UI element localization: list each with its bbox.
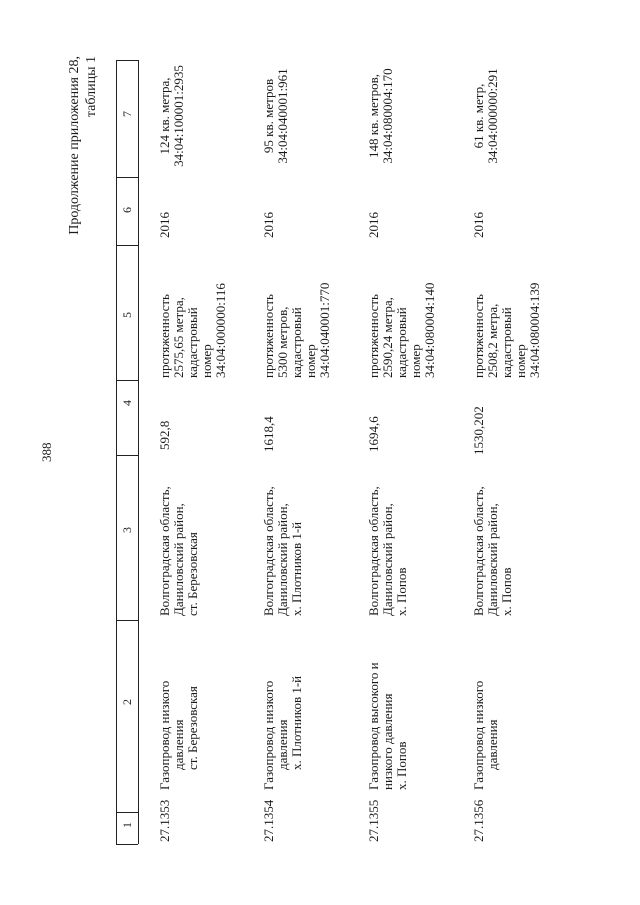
table-rule-sep <box>116 812 138 813</box>
object-address: Волгоградская область, Даниловский район, ст. Березовская <box>157 486 200 616</box>
object-area: 95 кв. метров 34:04:040001:961 <box>261 68 290 164</box>
col-number-6: 6 <box>120 207 134 213</box>
row-number: 27.1353 <box>157 799 172 842</box>
object-name: Газопровод низкого давления ст. Березовская <box>157 680 200 790</box>
table-rule-sep <box>116 380 138 381</box>
object-year: 2016 <box>157 212 172 238</box>
table-rule-sep <box>116 245 138 246</box>
object-characteristics: протяженность 2508,2 метра, кадастровый номер 34:04:080004:139 <box>471 282 542 378</box>
page-number: 388 <box>39 442 54 462</box>
header-line-1: Продолжение приложения 28, <box>67 56 82 235</box>
table-rule-sep <box>116 455 138 456</box>
continuation-header <box>66 56 100 256</box>
object-year: 2016 <box>366 212 381 238</box>
object-name: Газопровод высокого и низкого давления х. Попов <box>366 662 409 790</box>
object-value: 1694,6 <box>366 416 381 452</box>
col-number-7: 7 <box>120 111 134 117</box>
object-area: 61 кв. метр, 34:04:000000:291 <box>471 68 500 164</box>
object-characteristics: протяженность 2575,65 метра, кадастровый номер 34:04:000000:116 <box>157 283 228 378</box>
object-name: Газопровод низкого давления х. Плотников 1-й <box>261 675 304 790</box>
row-number: 27.1355 <box>366 799 381 842</box>
col-number-5: 5 <box>120 312 134 318</box>
table-rule-sep <box>116 844 138 845</box>
object-year: 2016 <box>471 212 486 238</box>
object-area: 148 кв. метров, 34:04:080004:170 <box>366 68 395 164</box>
object-year: 2016 <box>261 212 276 238</box>
object-characteristics: протяженность 5300 метров, кадастровый номер 34:04:040001:770 <box>261 282 332 378</box>
object-characteristics: протяженность 2590,24 метра, кадастровый номер 34:04:080004:140 <box>366 282 437 378</box>
header-line-2: таблицы 1 <box>84 56 99 118</box>
table-rule-sep <box>116 60 138 61</box>
row-number: 27.1356 <box>471 799 486 842</box>
row-number: 27.1354 <box>261 799 276 842</box>
col-number-3: 3 <box>120 527 134 533</box>
object-address: Волгоградская область, Даниловский район, х. Плотников 1-й <box>261 486 304 616</box>
object-value: 592,8 <box>157 420 172 450</box>
object-name: Газопровод низкого давления <box>471 680 500 790</box>
table-rule-sep <box>116 620 138 621</box>
col-number-4: 4 <box>120 400 134 406</box>
object-value: 1530,202 <box>471 406 486 455</box>
object-address: Волгоградская область, Даниловский район, х. Попов <box>366 486 409 616</box>
col-number-2: 2 <box>120 699 134 705</box>
object-area: 124 кв. метра, 34:04:100001:2935 <box>157 65 186 167</box>
col-number-1: 1 <box>120 822 134 828</box>
table-rule-header-bottom <box>138 60 139 844</box>
table-rule-sep <box>116 177 138 178</box>
object-address: Волгоградская область, Даниловский район, х. Попов <box>471 486 514 616</box>
object-value: 1618,4 <box>261 416 276 452</box>
